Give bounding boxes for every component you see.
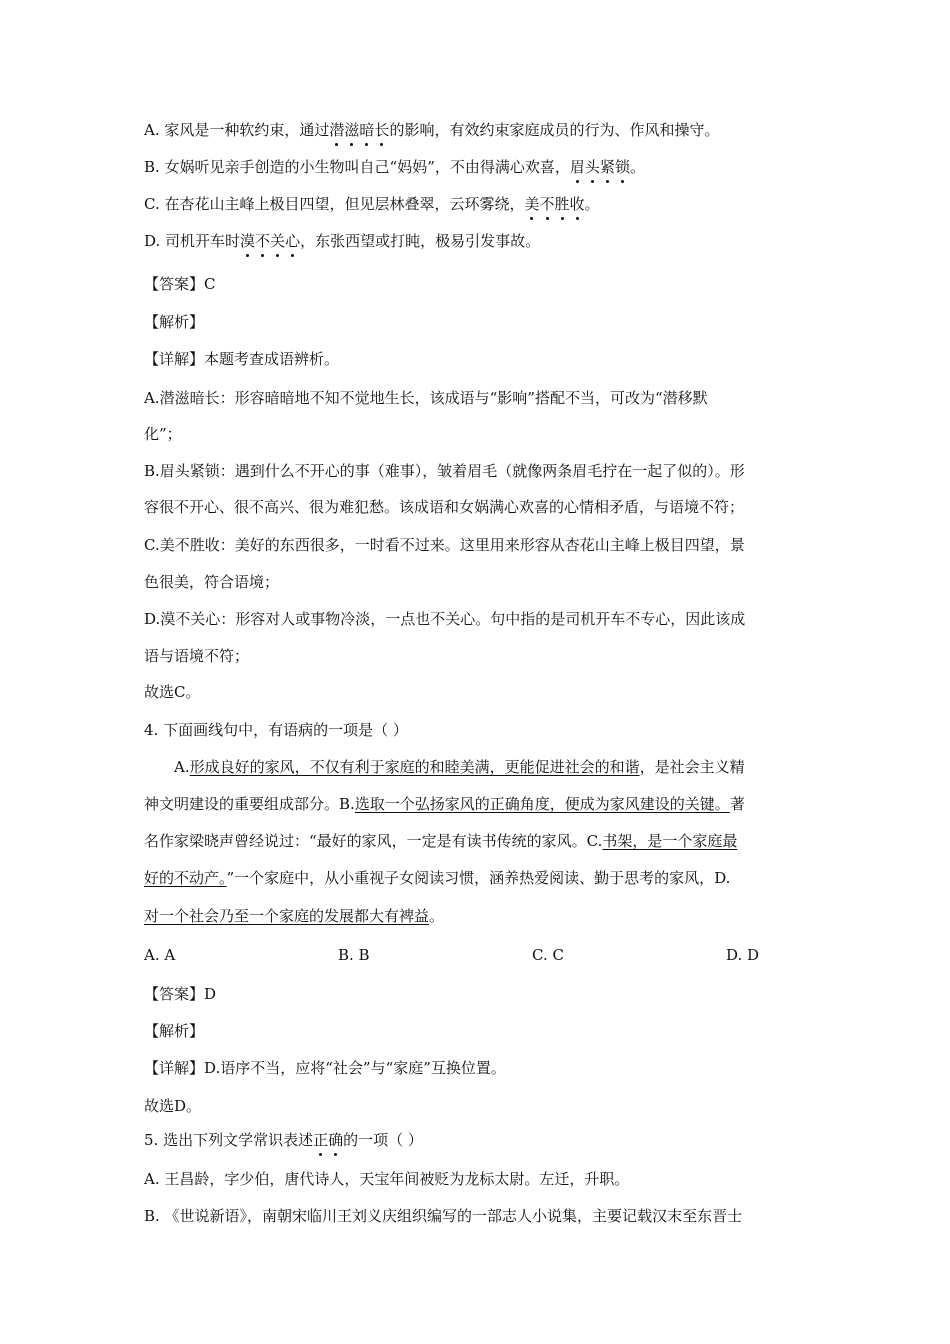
q4-stem: 4. 下面画线句中，有语病的一项是（ ） [144, 721, 408, 739]
text: C. 在杏花山主峰上极目四望，但见层林叠翠，云环雾绕， [144, 195, 525, 213]
q4-passage-line [144, 831, 814, 851]
q3-option-b [144, 157, 814, 177]
q4-passage-line [144, 868, 814, 888]
text: 5. 选出下列文学常识表述 [144, 1131, 314, 1149]
q3-detail: 【详解】本题考查成语辨析。 [144, 350, 340, 368]
text: 名作家梁晓声曾经说过：“最好的家风，一定是有读书传统的家风。C. [144, 832, 603, 850]
q3-conclusion: 故选C。 [144, 683, 201, 701]
dotted-char: 收 [569, 195, 585, 213]
text: 。 [429, 907, 445, 925]
q3-analysis-heading: 【解析】 [144, 313, 205, 331]
q5-option-b: B. 《世说新语》，南朝宋临川王刘义庆组织编写的一部志人小说集，主要记载汉末至东晋士 [144, 1207, 743, 1225]
q4-passage-line [144, 906, 814, 926]
q4-passage-line [174, 757, 814, 777]
dotted-char: 头 [584, 158, 600, 176]
q3-explain-line: C.美不胜收：美好的东西很多，一时看不过来。这里用来形容从杏花山主峰上极目四望，景 [144, 536, 745, 554]
dotted-char: 漠 [240, 232, 256, 250]
dotted-char: 心 [285, 232, 301, 250]
q3-option-a [144, 120, 814, 140]
dotted-char: 锁 [614, 158, 630, 176]
text: ，是社会主义精 [639, 758, 745, 776]
q4-option-d: D. D [726, 946, 760, 964]
text: 著 [729, 795, 745, 813]
q4-answer: 【答案】D [144, 985, 217, 1003]
dotted-idiom [240, 232, 300, 250]
q4-option-a: A. A [144, 946, 176, 964]
dotted-char: 滋 [344, 121, 360, 139]
dotted-char: 眉 [569, 158, 585, 176]
q3-explain-line: D.漠不关心：形容对人或事物冷淡，一点也不关心。句中指的是司机开车不专心，因此该成 [144, 610, 746, 628]
underlined-sentence-b: 选取一个弘扬家风的正确角度，便成为家风建设的关键。 [354, 795, 730, 813]
q4-passage-line [144, 794, 814, 814]
q3-explain-line: 色很美，符合语境； [144, 573, 280, 591]
dotted-char: 紧 [599, 158, 615, 176]
q3-explain-line: 化”； [144, 425, 182, 443]
dotted-char: 不 [539, 195, 555, 213]
text: A. 家风是一种软约束，通过 [144, 121, 330, 139]
text: 。 [629, 158, 645, 176]
q4-option-b: B. B [338, 946, 370, 964]
dotted-char: 美 [524, 195, 540, 213]
dotted-char: 确 [328, 1131, 344, 1149]
text: 神文明建设的重要组成部分。B. [144, 795, 355, 813]
text: A. [174, 758, 190, 776]
q4-conclusion: 故选D。 [144, 1097, 202, 1115]
dotted-char: 不 [255, 232, 271, 250]
dotted-char: 潜 [329, 121, 345, 139]
text: 的一项（ ） [343, 1131, 423, 1149]
dotted-idiom [329, 121, 389, 139]
q5-option-a: A. 王昌龄，字少伯，唐代诗人，天宝年间被贬为龙标太尉。左迁，升职。 [144, 1170, 630, 1188]
underlined-sentence-c: 好的不动产。 [144, 869, 227, 887]
dotted-char: 关 [270, 232, 286, 250]
q3-option-d [144, 231, 814, 251]
q3-answer: 【答案】C [144, 275, 216, 293]
dotted-char: 正 [313, 1131, 329, 1149]
dotted-char: 暗 [359, 121, 375, 139]
q3-option-c [144, 194, 814, 214]
text: 的影响，有效约束家庭成员的行为、作风和操守。 [389, 121, 720, 139]
text: ”一个家庭中，从小重视子女阅读习惯，涵养热爱阅读、勤于思考的家风，D. [226, 869, 731, 887]
underlined-sentence-d: 对一个社会乃至一个家庭的发展都大有裨益 [144, 907, 430, 925]
dotted-char: 胜 [554, 195, 570, 213]
q3-explain-line: 语与语境不符； [144, 647, 250, 665]
dotted-emphasis [313, 1131, 343, 1149]
text: 。 [584, 195, 600, 213]
underlined-sentence-c: 书架，是一个家庭最 [602, 832, 738, 850]
q3-explain-line: B.眉头紧锁：遇到什么不开心的事（难事），皱着眉毛（就像两条眉毛拧在一起了似的）。形 [144, 462, 745, 480]
q4-detail: 【详解】D.语序不当，应将“社会”与“家庭”互换位置。 [144, 1059, 506, 1077]
dotted-idiom [524, 195, 584, 213]
q4-option-c: C. C [532, 946, 564, 964]
dotted-idiom [570, 158, 630, 176]
q4-analysis-heading: 【解析】 [144, 1022, 205, 1040]
text: ，东张西望或打盹，极易引发事故。 [300, 232, 541, 250]
q3-explain-line: A.潜滋暗长：形容暗暗地不知不觉地生长，该成语与“影响”搭配不当，可改为“潜移默 [144, 389, 708, 407]
underlined-sentence-a: 形成良好的家风，不仅有利于家庭的和睦美满，更能促进社会的和谐 [189, 758, 640, 776]
q3-explain-line: 容很不开心、很不高兴、很为难犯愁。该成语和女娲满心欢喜的心情相矛盾，与语境不符； [144, 498, 745, 516]
q5-stem [144, 1130, 814, 1150]
text: D. 司机开车时 [144, 232, 241, 250]
dotted-char: 长 [374, 121, 390, 139]
text: B. 女娲听见亲手创造的小生物叫自己“妈妈”，不由得满心欢喜， [144, 158, 570, 176]
